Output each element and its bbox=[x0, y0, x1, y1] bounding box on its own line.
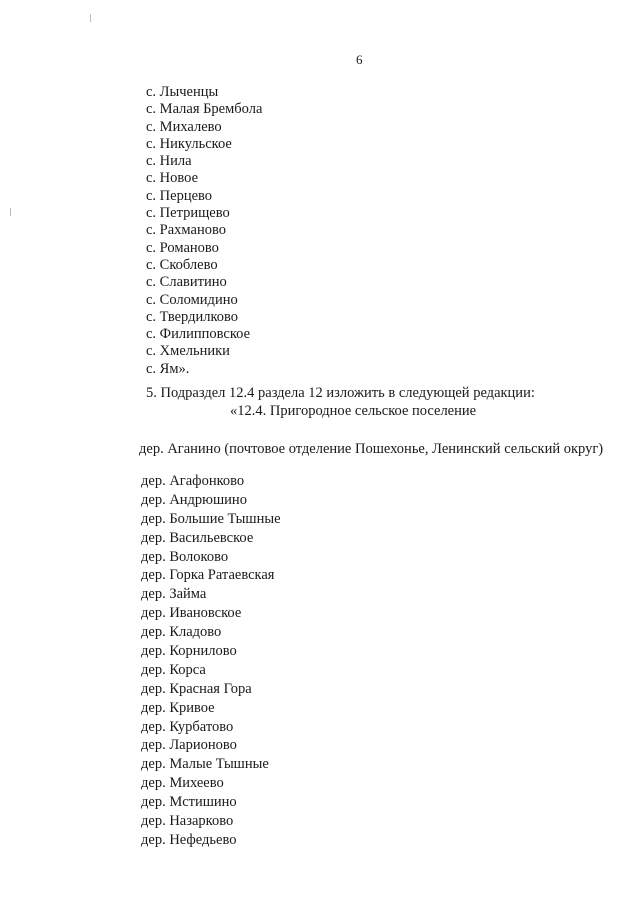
list-item: с. Хмельники bbox=[146, 343, 230, 360]
list-item: дер. Мстишино bbox=[141, 794, 237, 811]
list-item: с. Перцево bbox=[146, 187, 213, 204]
list-item: дер. Кривое bbox=[141, 699, 215, 716]
list-item: с. Михалево bbox=[146, 118, 222, 135]
list-item: дер. Назарково bbox=[141, 813, 234, 830]
list-item: с. Филипповское bbox=[146, 326, 251, 343]
list-item: дер. Михеево bbox=[141, 775, 224, 792]
list-item: с. Нила bbox=[146, 153, 192, 170]
list-item: дер. Корса bbox=[141, 661, 206, 678]
list-item: дер. Волоково bbox=[141, 548, 229, 565]
list-item: с. Лыченцы bbox=[146, 84, 219, 100]
list-item: с. Рахманово bbox=[146, 222, 226, 239]
list-item: с. Твердилково bbox=[146, 308, 239, 325]
list-item: дер. Большие Тышные bbox=[141, 510, 281, 527]
villages-der-list bbox=[141, 472, 281, 850]
list-item: дер. Нефедьево bbox=[141, 831, 237, 848]
list-item: с. Ям». bbox=[146, 360, 190, 377]
list-item: с. Соломидино bbox=[146, 291, 238, 308]
villages-s-list bbox=[146, 84, 262, 378]
list-item: дер. Горка Ратаевская bbox=[141, 567, 275, 584]
list-item: дер. Васильевское bbox=[141, 529, 254, 546]
list-item: с. Скоблево bbox=[146, 256, 218, 273]
paragraph-5: 5. Подраздел 12.4 раздела 12 изложить в следующей редакции: bbox=[146, 385, 535, 401]
list-item: дер. Андрюшино bbox=[141, 491, 247, 508]
list-item: дер. Красная Гора bbox=[141, 680, 252, 697]
list-item: дер. Курбатово bbox=[141, 718, 234, 735]
scan-mark bbox=[90, 14, 91, 22]
page-number: 6 bbox=[356, 52, 363, 67]
list-item: дер. Займа bbox=[141, 586, 207, 603]
section-heading: «12.4. Пригородное сельское поселение bbox=[230, 403, 477, 419]
list-item: с. Петрищево bbox=[146, 205, 230, 222]
list-item: с. Романово bbox=[146, 239, 219, 256]
list-item: с. Малая Брембола bbox=[146, 101, 263, 118]
list-item: дер. Малые Тышные bbox=[141, 756, 269, 773]
list-item: с. Славитино bbox=[146, 274, 227, 291]
list-item: дер. Корнилово bbox=[141, 643, 237, 660]
list-item: дер. Кладово bbox=[141, 624, 222, 641]
first-entry: дер. Аганино (почтовое отделение Пошехонье, Ленинский сельский округ) bbox=[139, 441, 604, 457]
list-item: дер. Агафонково bbox=[141, 473, 245, 489]
list-item: дер. Ларионово bbox=[141, 737, 237, 754]
list-item: дер. Ивановское bbox=[141, 605, 242, 622]
list-item: с. Никульское bbox=[146, 135, 232, 152]
scan-mark bbox=[10, 208, 11, 216]
list-item: с. Новое bbox=[146, 170, 199, 187]
